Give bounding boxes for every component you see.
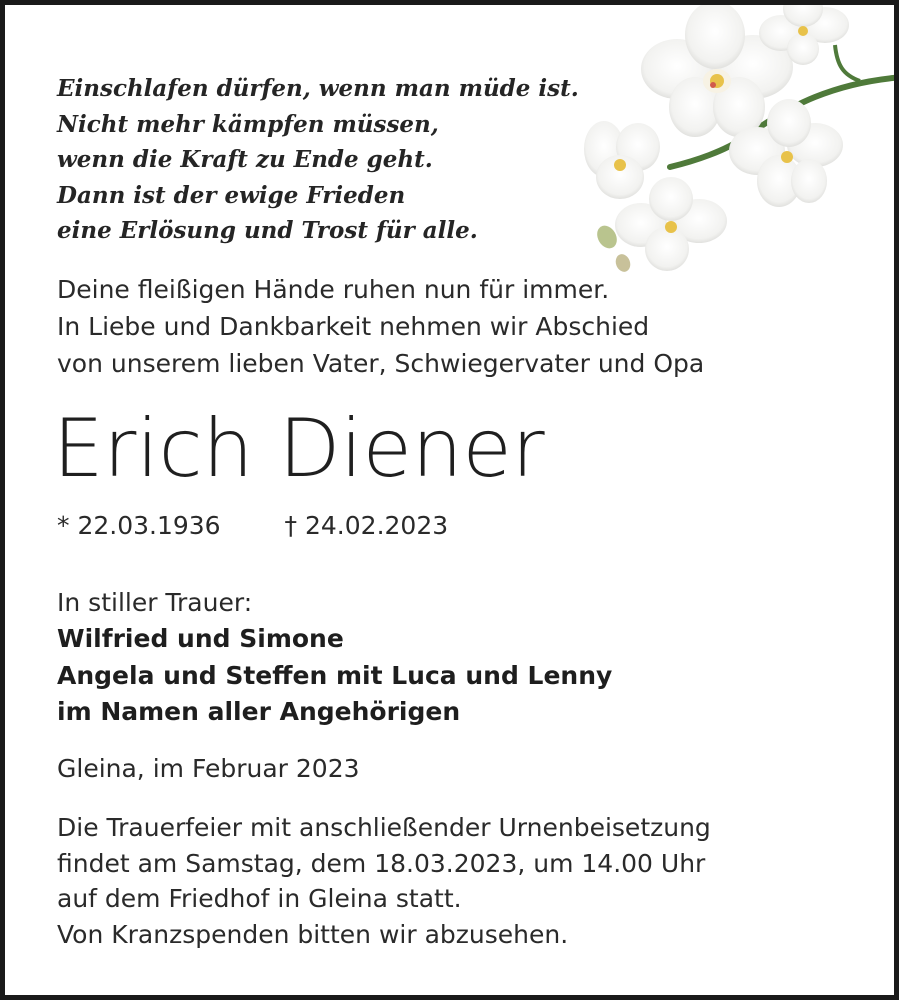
mourners-list: [57, 621, 612, 731]
intro-text: [57, 271, 704, 382]
mourner-name: Wilfried und Simone: [57, 624, 344, 653]
birth-date: * 22.03.1936: [57, 511, 221, 540]
funeral-line: auf dem Friedhof in Gleina statt.: [57, 884, 462, 913]
intro-line: In Liebe und Dankbarkeit nehmen wir Abschied: [57, 312, 650, 341]
funeral-line: Die Trauerfeier mit anschließender Urnenbeisetzung: [57, 813, 711, 842]
intro-line: Deine fleißigen Hände ruhen nun für immer.: [57, 275, 610, 304]
place-date: Gleina, im Februar 2023: [57, 754, 360, 783]
deceased-name: Erich Diener: [53, 402, 545, 495]
poem-line: wenn die Kraft zu Ende geht.: [57, 146, 433, 173]
poem: [57, 71, 579, 249]
mourners-label: In stiller Trauer:: [57, 588, 253, 617]
funeral-line: findet am Samstag, dem 18.03.2023, um 14.00 Uhr: [57, 848, 706, 878]
poem-line: Einschlafen dürfen, wenn man müde ist.: [57, 75, 579, 102]
intro-line: von unserem lieben Vater, Schwiegervater und Opa: [57, 349, 705, 378]
mourner-name: Angela und Steffen mit Luca und Lenny: [57, 660, 613, 690]
death-date: † 24.02.2023: [284, 511, 449, 540]
life-dates: [57, 508, 448, 544]
poem-line: Dann ist der ewige Frieden: [57, 181, 406, 209]
poem-line: eine Erlösung und Trost für alle.: [57, 217, 478, 244]
funeral-info: [57, 810, 711, 952]
poem-line: Nicht mehr kämpfen müssen,: [57, 110, 439, 138]
funeral-line: Von Kranzspenden bitten wir abzusehen.: [57, 919, 569, 949]
mourner-name: im Namen aller Angehörigen: [57, 697, 461, 726]
orchid-flower-icon: [575, 5, 899, 275]
